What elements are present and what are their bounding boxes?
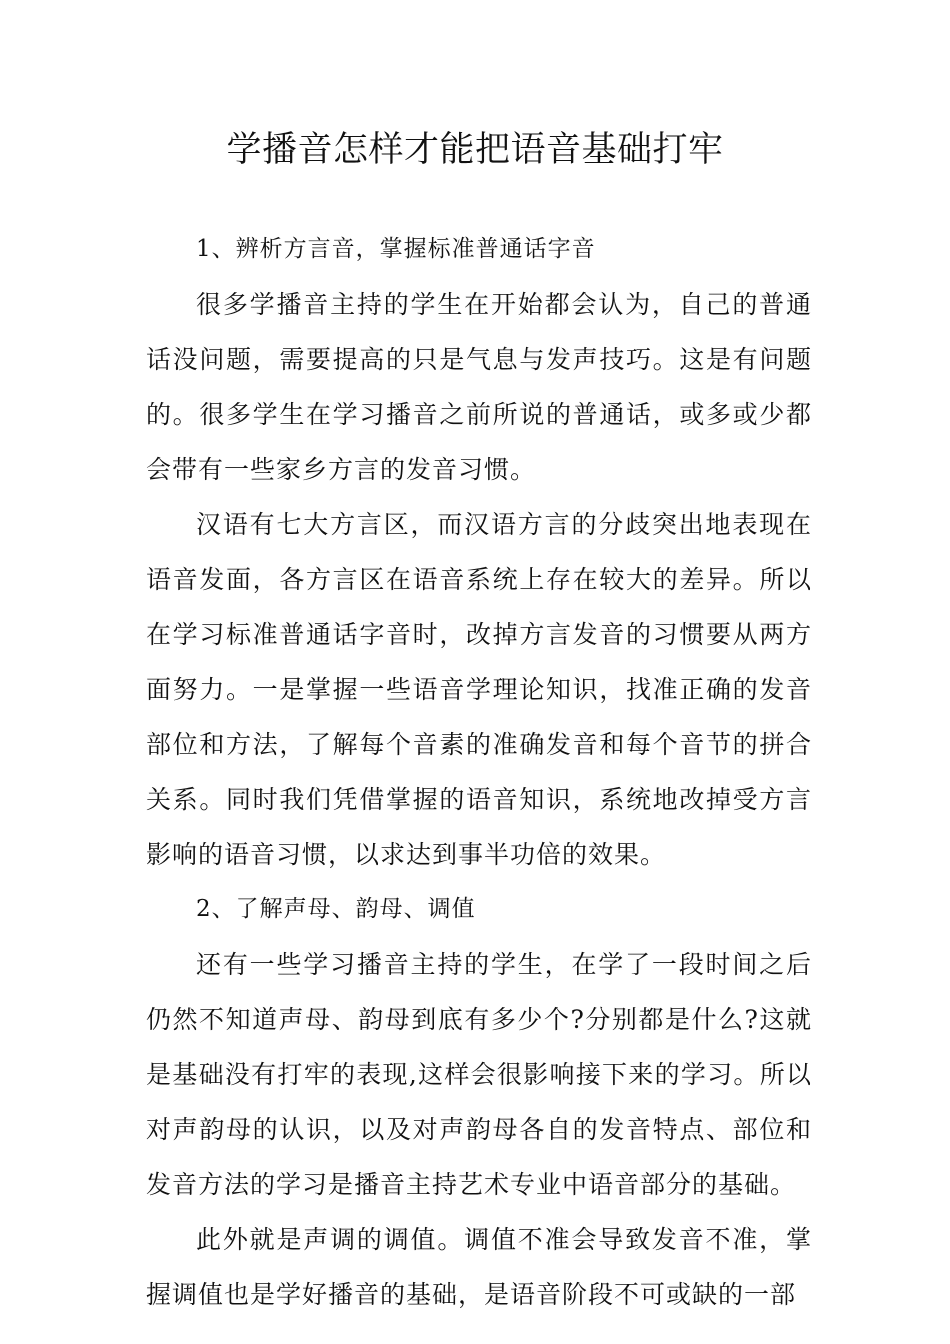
page-title: 学播音怎样才能把语音基础打牢 — [226, 130, 724, 170]
paragraph-2: 汉语有七大方言区，而汉语方言的分歧突出地表现在语音发面，各方言区在语音系统上存在较大的差异。所以在学习标准普通话字音时，改掉方言发音的习惯要从两方面努力。一是掌握一些语音学理论知识，找准正确的发音部位和方法，了解每个音素的准确发音和每个音节的拼合关系。同时我们凭借掌握的语音知识，系统地改掉受方言影响的语音习惯，以求达到事半功倍的效果。 — [146, 510, 812, 869]
section-heading-1: 1、辨析方言音，掌握标准普通话字音 — [196, 236, 596, 262]
paragraph-3: 还有一些学习播音主持的学生，在学了一段时间之后仍然不知道声母、韵母到底有多少个?分别都是什么?这就是基础没有打牢的表现,这样会很影响接下来的学习。所以对声韵母的认识，以及对声韵母各自的发音特点、部位和发音方法的学习是播音主持艺术专业中语音部分的基础。 — [146, 950, 812, 1199]
paragraph-1: 很多学播音主持的学生在开始都会认为，自己的普通话没问题，需要提高的只是气息与发声技巧。这是有问题的。很多学生在学习播音之前所说的普通话，或多或少都会带有一些家乡方言的发音习惯。 — [146, 290, 812, 484]
paragraph-4: 此外就是声调的调值。调值不准会导致发音不准，掌握调值也是学好播音的基础，是语音阶段不可或缺的一部 — [146, 1225, 812, 1309]
section-heading-2: 2、了解声母、韵母、调值 — [196, 896, 476, 922]
document-body — [146, 222, 812, 1322]
